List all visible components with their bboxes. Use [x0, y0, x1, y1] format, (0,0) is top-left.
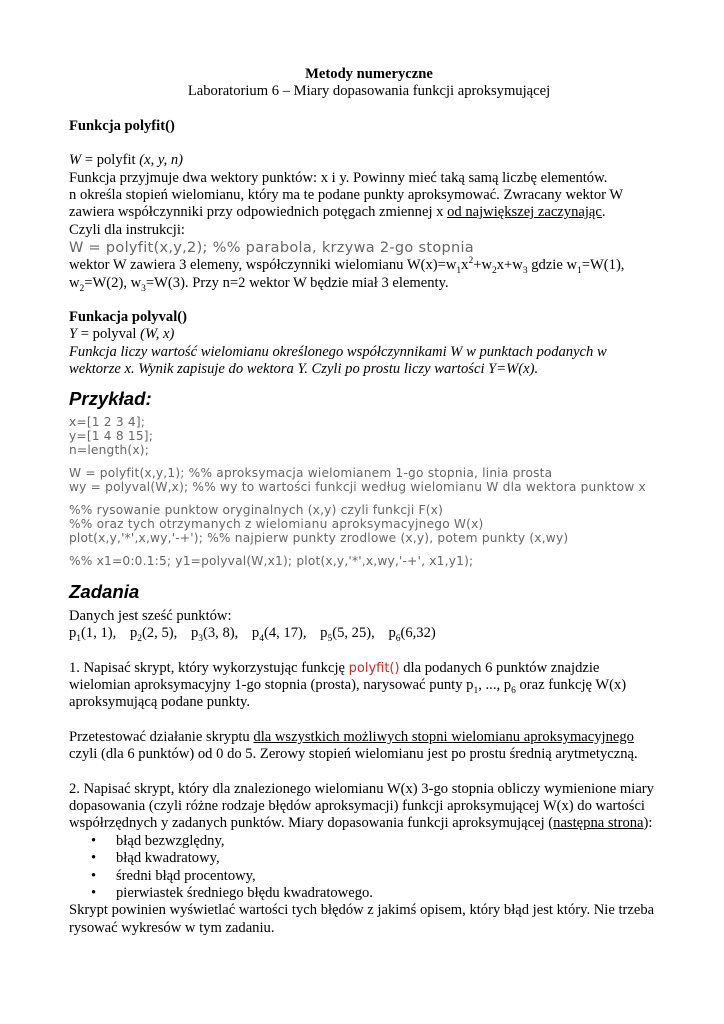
point-3: $p_3(3$, 8),	[190, 625, 239, 644]
underlined-phrase: dla wszystkich możliwych stopni wielomianu aproksymacyjnego	[253, 728, 634, 745]
task-1-line-1: 1. Napisać skrypt, który wykorzystując funkcję polyfit() dla podanych 6 punktów znajdzie	[69, 659, 600, 676]
polyfit-line-4: Czyli dla instrukcji:	[69, 221, 185, 238]
test-line-2: czyli (dla 6 punktów) od 0 do 5. Zerowy stopień wielomianu jest po prostu średnią arytmetyczną.	[69, 746, 638, 763]
point-2: $p_2(2$, 5),	[129, 625, 178, 644]
code-line: W = polyfit(x,y,1); %% aproksymacja wielomianem 1-go stopnia, linia prosta	[69, 465, 553, 480]
code-line: %% x1=0:0.1:5; y1=polyval(W,x1); plot(x,y,'*',x,wy,'-+', x1,y1);	[69, 553, 474, 568]
polyfit-line-3: zawiera współczynniki przy odpowiednich potęgach zmiennej x od największej zaczynając.	[69, 204, 606, 221]
polyfit-w-line: wektor W zawiera 3 elemeny, współczynniki wielomianu $W(x)=w_1x^2+w_2x+w_3$ gdzie $w_1=W(1)$,	[69, 256, 625, 277]
doc-title: Metody numeryczne	[305, 66, 433, 82]
code-block-2	[69, 466, 669, 494]
error-measures-list	[69, 833, 669, 903]
polyfit-code: W = polyfit(x,y,2); %% parabola, krzywa 2-go stopnia	[69, 240, 474, 257]
code-line: n=length(x);	[69, 442, 150, 457]
task-1-line-2: wielomian aproksymacyjny 1-go stopnia (prosta), narysować punty $p_1$, ..., $p_6$ oraz funkcję W(x)	[69, 676, 627, 696]
list-item: • błąd bezwzględny,	[91, 833, 669, 850]
polyfit-line-2: n określa stopień wielomianu, który ma te podane punkty aproksymować. Zwracany wektor W	[69, 187, 624, 204]
task-2-line-3: współrzędnych y zadanych punktów. Miary dopasowania funkcji aproksymującej (następna strona):	[69, 815, 653, 832]
closing-line-1: Skrypt powinien wyświetlać wartości tych błędów z jakimś opisem, który błąd jest który. Nie trzeba	[69, 902, 655, 919]
code-block-4	[69, 554, 669, 568]
underlined-phrase: od największej zaczynając	[447, 204, 602, 221]
code-line: wy = polyval(W,x); %% wy to wartości funkcji według wielomianu W dla wektora punktow x	[69, 479, 646, 494]
code-line: plot(x,y,'*',x,wy,'-+'); %% najpierw punkty zrodlowe (x,y), potem punkty (x,wy)	[69, 530, 569, 545]
polyval-heading: Funkacja polyval()	[69, 309, 187, 326]
polyval-desc-1: Funkcja liczy wartość wielomianu określonego współczynnikami W w punktach podanych w	[69, 343, 607, 360]
code-line: %% rysowanie punktow oryginalnych (x,y) czyli funkcji F(x)	[69, 502, 444, 517]
tasks-heading: Zadania	[69, 580, 140, 602]
list-item: • błąd kwadratowy,	[91, 850, 669, 867]
code-block-1	[69, 415, 669, 457]
point-1: $p_1(1$, 1),	[69, 625, 117, 644]
point-4: $p_4(4$, 17),	[251, 625, 307, 644]
polyval-desc-2: wektorze x. Wynik zapisuje do wektora Y. Czyli po prostu liczy wartości Y=W(x).	[69, 361, 539, 378]
document-page	[69, 66, 669, 937]
example-heading: Przykład:	[69, 387, 152, 409]
code-line: y=[1 4 8 15];	[69, 428, 154, 443]
inline-code: polyfit()	[348, 660, 400, 676]
polyfit-signature: W = polyfit (x, y, n)	[69, 152, 184, 169]
point-6: $p_6(6,32)$	[388, 625, 436, 644]
list-item: • pierwiastek średniego błędu kwadratowego.	[91, 885, 669, 902]
code-line: x=[1 2 3 4];	[69, 414, 146, 429]
list-item: • średni błąd procentowy,	[91, 868, 669, 885]
test-line-1: Przetestować działanie skryptu dla wszystkich możliwych stopni wielomianu aproksymacyjnego	[69, 728, 634, 745]
code-line: %% oraz tych otrzymanych z wielomianu aproksymacyjnego W(x)	[69, 516, 484, 531]
point-5: $p_5(5$, 25),	[320, 625, 375, 644]
task-2-line-1: 2. Napisać skrypt, który dla znalezionego wielomianu W(x) 3-go stopnia obliczy wymienione miary	[69, 780, 654, 797]
code-block-3	[69, 503, 669, 545]
task-2-line-2: dopasowania (czyli różne rodzaje błędów aproksymacji) funkcji aproksymującej W(x) do wartości	[69, 797, 645, 814]
polyfit-heading: Funkcja polyfit()	[69, 117, 175, 134]
underlined-phrase: następna strona	[553, 815, 644, 832]
closing-line-2: rysować wykresów w tym zadaniu.	[69, 919, 275, 936]
polyfit-line-1: Funkcja przyjmuje dwa wektory punktów: x i y. Powinny mieć taką samą liczbę elementów.	[69, 169, 608, 186]
doc-subtitle: Laboratorium 6 – Miary dopasowania funkcji aproksymującej	[187, 83, 551, 100]
polyval-signature: Y = polyval (W, x)	[69, 326, 175, 343]
polyfit-w-line-2: $w_2=W(2)$, $w_3=W(3)$. Przy n=2 wektor W będzie miał 3 elementy.	[69, 274, 449, 294]
points-list	[69, 625, 669, 642]
tasks-intro: Danych jest sześć punktów:	[69, 607, 232, 624]
task-1-line-3: aproksymującą podane punkty.	[69, 694, 251, 711]
